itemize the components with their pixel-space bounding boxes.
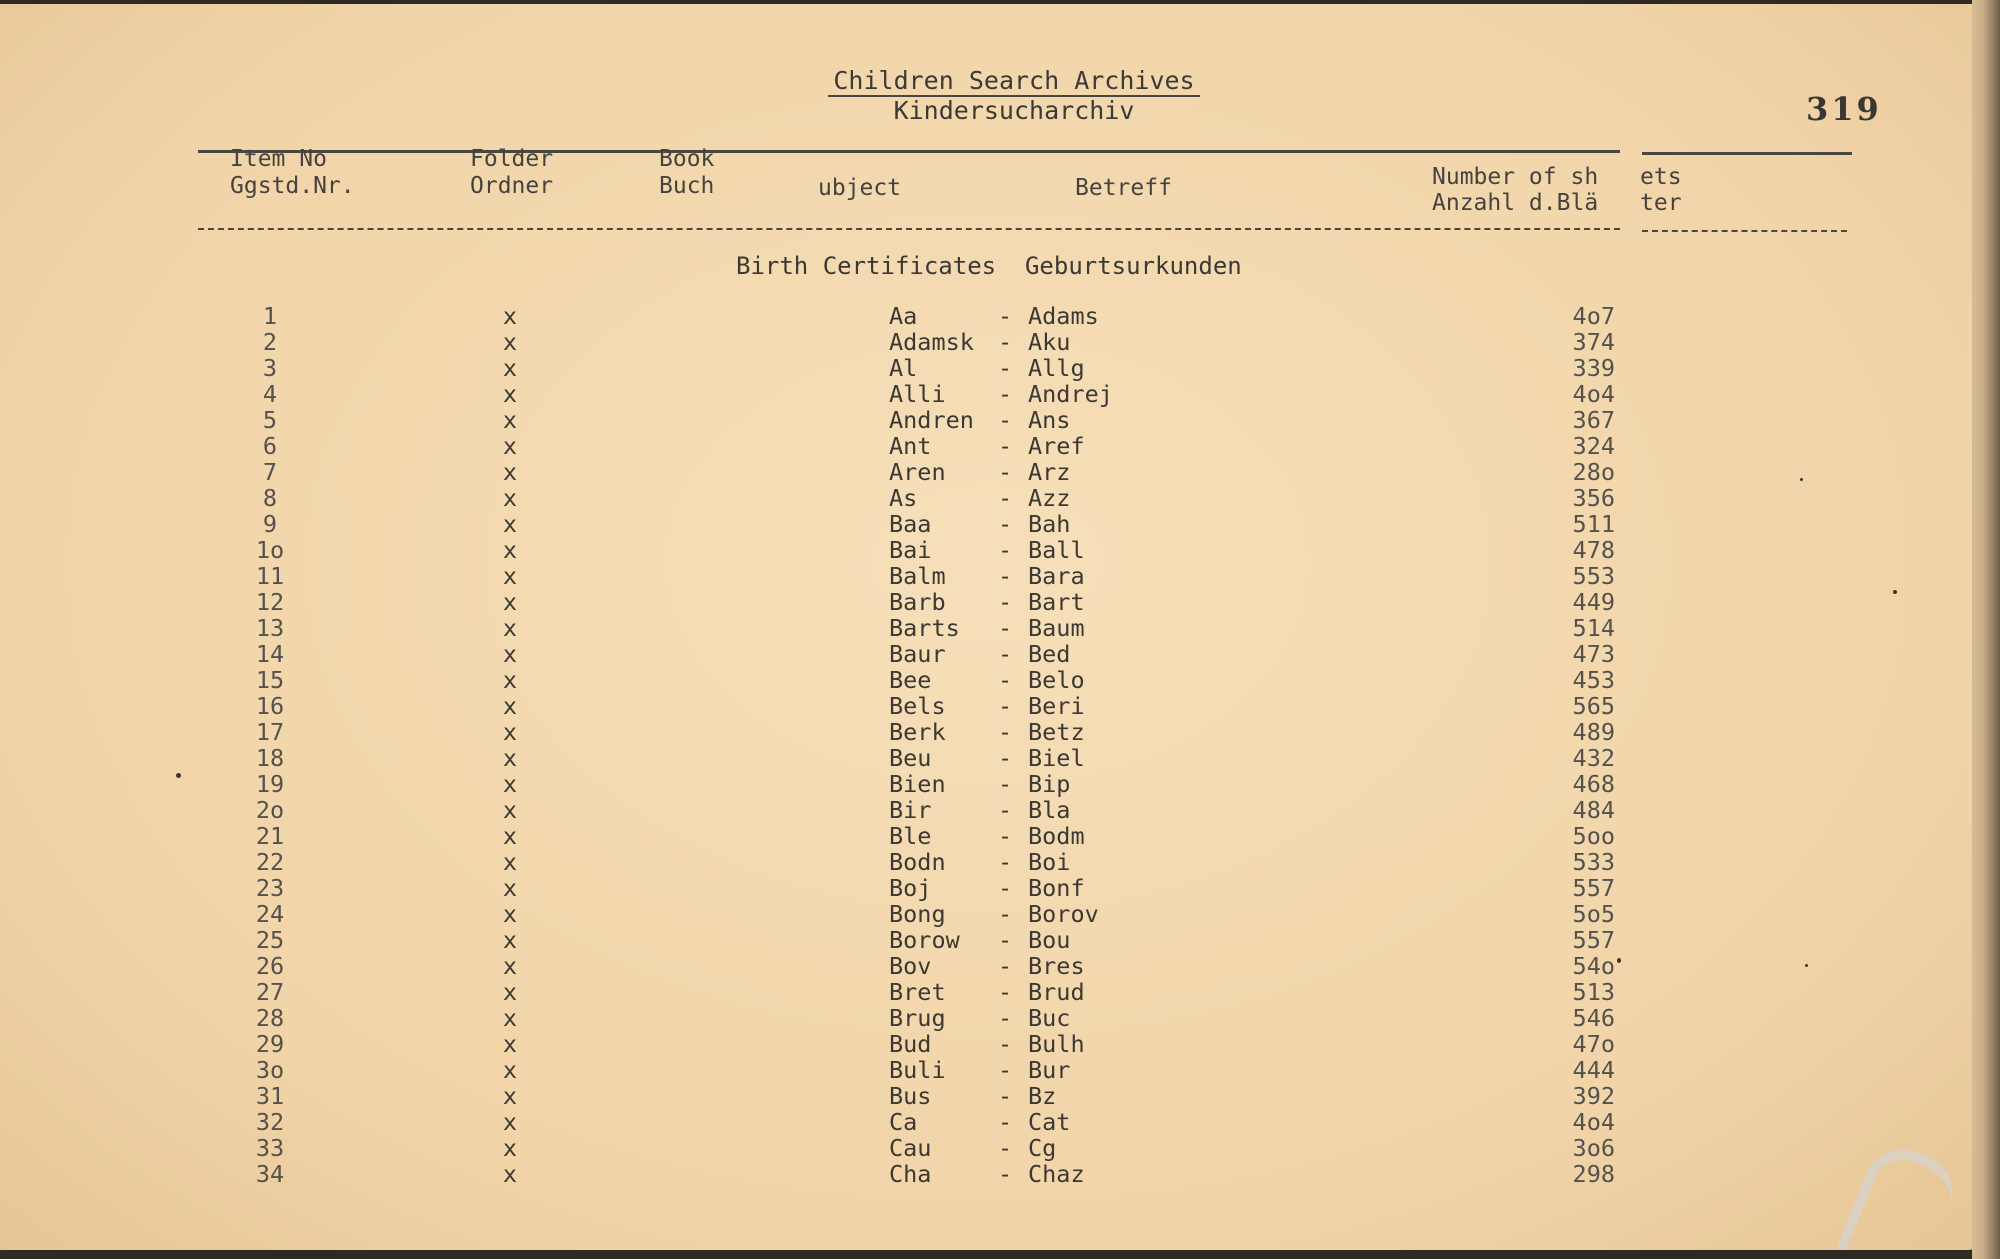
item-number: 3 [262, 354, 278, 382]
paper-speck [1893, 590, 1897, 594]
range-to: Beri [1028, 692, 1085, 720]
range-from: Aren [889, 458, 946, 486]
range-dash: - [998, 458, 1013, 486]
record-table [0, 303, 1975, 1187]
table-row [0, 355, 1975, 381]
item-number: 5 [262, 406, 278, 434]
paper-speck [1800, 478, 1803, 481]
range-from: Baa [889, 510, 932, 538]
range-dash: - [998, 770, 1013, 798]
range-to: Chaz [1028, 1160, 1085, 1188]
sheet-count: 546 [1572, 1004, 1615, 1032]
item-number: 28 [255, 1004, 285, 1032]
range-dash: - [998, 432, 1013, 460]
col-header-item-de: Ggstd.Nr. [230, 173, 355, 199]
table-row [0, 901, 1975, 927]
range-from: Alli [889, 380, 946, 408]
range-to: Azz [1028, 484, 1071, 512]
table-row [0, 1083, 1975, 1109]
range-from: Bels [889, 692, 946, 720]
range-to: Bulh [1028, 1030, 1085, 1058]
range-from: Bai [889, 536, 932, 564]
range-to: Bah [1028, 510, 1071, 538]
range-dash: - [998, 1160, 1013, 1188]
range-from: Bong [889, 900, 946, 928]
folder-mark: x [502, 302, 518, 330]
sheet-count: 478 [1572, 536, 1615, 564]
sheet-count: 5o5 [1572, 900, 1615, 928]
item-number: 3o [255, 1056, 285, 1084]
item-number: 26 [255, 952, 285, 980]
col-header-betreff: Betreff [1075, 175, 1172, 201]
item-number: 22 [255, 848, 285, 876]
col-header-subject: ubject [818, 175, 902, 201]
item-number: 9 [262, 510, 278, 538]
range-dash: - [998, 1056, 1013, 1084]
col-header-sheets-en-a: Number of sh [1432, 164, 1599, 190]
sheet-count: 339 [1572, 354, 1615, 382]
section-title: Birth Certificates Geburtsurkunden [736, 252, 1242, 280]
folder-mark: x [502, 926, 518, 954]
range-from: Brug [889, 1004, 946, 1032]
range-to: Allg [1028, 354, 1085, 382]
table-row [0, 1161, 1975, 1187]
col-header-book-de: Buch [659, 173, 715, 199]
range-to: Belo [1028, 666, 1085, 694]
folder-mark: x [502, 406, 518, 434]
title-english: Children Search Archives [833, 66, 1195, 95]
range-dash: - [998, 692, 1013, 720]
item-number: 12 [255, 588, 285, 616]
range-dash: - [998, 536, 1013, 564]
range-dash: - [998, 640, 1013, 668]
range-dash: - [998, 588, 1013, 616]
col-header-item-en: Item No [230, 146, 327, 172]
table-row [0, 667, 1975, 693]
col-header-folder-de: Ordner [470, 173, 554, 199]
item-number: 14 [255, 640, 285, 668]
table-row [0, 1135, 1975, 1161]
sheet-count: 28o [1572, 458, 1615, 486]
range-to: Biel [1028, 744, 1085, 772]
table-row [0, 511, 1975, 537]
range-dash: - [998, 744, 1013, 772]
range-dash: - [998, 484, 1013, 512]
item-number: 21 [255, 822, 285, 850]
folder-mark: x [502, 562, 518, 590]
table-row [0, 875, 1975, 901]
header-top-rule-right [1642, 152, 1852, 155]
sheet-count: 367 [1572, 406, 1615, 434]
range-dash: - [998, 562, 1013, 590]
range-dash: - [998, 796, 1013, 824]
range-to: Brud [1028, 978, 1085, 1006]
table-row [0, 1109, 1975, 1135]
range-from: Boj [889, 874, 932, 902]
item-number: 1o [255, 536, 285, 564]
table-row [0, 693, 1975, 719]
sheet-count: 453 [1572, 666, 1615, 694]
range-from: Al [889, 354, 918, 382]
table-row [0, 719, 1975, 745]
range-to: Bara [1028, 562, 1085, 590]
range-from: Bee [889, 666, 932, 694]
sheet-count: 473 [1572, 640, 1615, 668]
table-row [0, 563, 1975, 589]
folder-mark: x [502, 718, 518, 746]
folder-mark: x [502, 1004, 518, 1032]
folder-mark: x [502, 432, 518, 460]
folder-mark: x [502, 328, 518, 356]
range-from: Buli [889, 1056, 946, 1084]
table-row [0, 797, 1975, 823]
range-from: Beu [889, 744, 932, 772]
folder-mark: x [502, 848, 518, 876]
range-from: Bov [889, 952, 932, 980]
folder-mark: x [502, 510, 518, 538]
header-bottom-rule [198, 228, 1620, 230]
paper-speck [176, 773, 181, 778]
folder-mark: x [502, 952, 518, 980]
sheet-count: 356 [1572, 484, 1615, 512]
range-to: Bonf [1028, 874, 1085, 902]
table-row [0, 381, 1975, 407]
range-to: Bip [1028, 770, 1071, 798]
folder-mark: x [502, 1056, 518, 1084]
folder-mark: x [502, 588, 518, 616]
table-row [0, 433, 1975, 459]
col-header-sheets-de-a: Anzahl d.Blä [1432, 190, 1599, 216]
range-from: Borow [889, 926, 960, 954]
range-to: Borov [1028, 900, 1099, 928]
range-dash: - [998, 848, 1013, 876]
folder-mark: x [502, 978, 518, 1006]
range-from: Berk [889, 718, 946, 746]
range-dash: - [998, 380, 1013, 408]
range-from: Balm [889, 562, 946, 590]
range-from: Bir [889, 796, 932, 824]
folder-mark: x [502, 744, 518, 772]
sheet-count: 374 [1572, 328, 1615, 356]
folder-mark: x [502, 640, 518, 668]
folder-mark: x [502, 796, 518, 824]
folder-mark: x [502, 380, 518, 408]
range-dash: - [998, 666, 1013, 694]
range-dash: - [998, 302, 1013, 330]
table-row [0, 849, 1975, 875]
range-to: Betz [1028, 718, 1085, 746]
range-from: Bret [889, 978, 946, 1006]
table-row [0, 953, 1975, 979]
range-dash: - [998, 718, 1013, 746]
range-dash: - [998, 510, 1013, 538]
item-number: 2 [262, 328, 278, 356]
title-german: Kindersucharchiv [828, 95, 1200, 125]
sheet-count: 4o4 [1572, 1108, 1615, 1136]
range-from: Cha [889, 1160, 932, 1188]
range-dash: - [998, 952, 1013, 980]
item-number: 32 [255, 1108, 285, 1136]
folder-mark: x [502, 900, 518, 928]
sheet-count: 47o [1572, 1030, 1615, 1058]
item-number: 34 [255, 1160, 285, 1188]
page-top-edge [0, 0, 1975, 4]
folder-mark: x [502, 666, 518, 694]
range-to: Bla [1028, 796, 1071, 824]
sheet-count: 449 [1572, 588, 1615, 616]
range-to: Aku [1028, 328, 1071, 356]
item-number: 27 [255, 978, 285, 1006]
range-to: Ball [1028, 536, 1085, 564]
range-to: Cat [1028, 1108, 1071, 1136]
document-title [828, 67, 1200, 125]
item-number: 1 [262, 302, 278, 330]
range-to: Ans [1028, 406, 1071, 434]
table-row [0, 641, 1975, 667]
folder-mark: x [502, 770, 518, 798]
table-row [0, 485, 1975, 511]
folder-mark: x [502, 458, 518, 486]
sheet-count: 533 [1572, 848, 1615, 876]
item-number: 25 [255, 926, 285, 954]
range-dash: - [998, 1082, 1013, 1110]
range-to: Buc [1028, 1004, 1071, 1032]
range-from: Ant [889, 432, 932, 460]
sheet-count: 444 [1572, 1056, 1615, 1084]
table-row [0, 823, 1975, 849]
col-header-book-en: Book [659, 146, 715, 172]
header-bottom-rule-right [1642, 230, 1847, 232]
page-edge [1972, 0, 2000, 1259]
range-to: Bur [1028, 1056, 1071, 1084]
range-dash: - [998, 328, 1013, 356]
folder-mark: x [502, 1108, 518, 1136]
item-number: 11 [255, 562, 285, 590]
range-dash: - [998, 1108, 1013, 1136]
range-from: Bus [889, 1082, 932, 1110]
range-dash: - [998, 874, 1013, 902]
sheet-count: 565 [1572, 692, 1615, 720]
table-row [0, 303, 1975, 329]
table-row [0, 329, 1975, 355]
sheet-count: 511 [1572, 510, 1615, 538]
range-from: Cau [889, 1134, 932, 1162]
folder-mark: x [502, 692, 518, 720]
item-number: 7 [262, 458, 278, 486]
range-dash: - [998, 1030, 1013, 1058]
range-to: Bz [1028, 1082, 1057, 1110]
folder-mark: x [502, 874, 518, 902]
sheet-count: 513 [1572, 978, 1615, 1006]
range-to: Cg [1028, 1134, 1057, 1162]
folder-mark: x [502, 536, 518, 564]
page-number: 319 [1806, 90, 1882, 128]
range-from: Bien [889, 770, 946, 798]
paper-speck [1805, 964, 1808, 967]
range-from: Aa [889, 302, 918, 330]
item-number: 33 [255, 1134, 285, 1162]
sheet-count: 553 [1572, 562, 1615, 590]
range-to: Andrej [1028, 380, 1113, 408]
sheet-count: 489 [1572, 718, 1615, 746]
range-to: Bed [1028, 640, 1071, 668]
range-to: Aref [1028, 432, 1085, 460]
sheet-count: 298 [1572, 1160, 1615, 1188]
sheet-count: 468 [1572, 770, 1615, 798]
sheet-count: 557 [1572, 874, 1615, 902]
folder-mark: x [502, 1030, 518, 1058]
sheet-count: 324 [1572, 432, 1615, 460]
range-to: Adams [1028, 302, 1099, 330]
table-row [0, 979, 1975, 1005]
folder-mark: x [502, 1082, 518, 1110]
range-to: Boi [1028, 848, 1071, 876]
range-from: Bodn [889, 848, 946, 876]
range-to: Bou [1028, 926, 1071, 954]
sheet-count: 432 [1572, 744, 1615, 772]
item-number: 4 [262, 380, 278, 408]
range-dash: - [998, 406, 1013, 434]
range-from: Barts [889, 614, 960, 642]
table-row [0, 745, 1975, 771]
sheet-count: 557 [1572, 926, 1615, 954]
table-row [0, 1057, 1975, 1083]
range-from: Bud [889, 1030, 932, 1058]
table-row [0, 589, 1975, 615]
header-top-rule [198, 150, 1620, 153]
sheet-count: 4o4 [1572, 380, 1615, 408]
item-number: 19 [255, 770, 285, 798]
range-dash: - [998, 354, 1013, 382]
sheet-count: 392 [1572, 1082, 1615, 1110]
item-number: 17 [255, 718, 285, 746]
sheet-count: 514 [1572, 614, 1615, 642]
sheet-count: 3o6 [1572, 1134, 1615, 1162]
table-row [0, 927, 1975, 953]
range-from: Adamsk [889, 328, 974, 356]
range-to: Bodm [1028, 822, 1085, 850]
range-from: Baur [889, 640, 946, 668]
range-dash: - [998, 822, 1013, 850]
item-number: 18 [255, 744, 285, 772]
table-row [0, 537, 1975, 563]
item-number: 6 [262, 432, 278, 460]
item-number: 24 [255, 900, 285, 928]
range-dash: - [998, 614, 1013, 642]
sheet-count: 5oo [1572, 822, 1615, 850]
table-row [0, 407, 1975, 433]
sheet-count: 4o7 [1572, 302, 1615, 330]
item-number: 15 [255, 666, 285, 694]
table-row [0, 459, 1975, 485]
item-number: 16 [255, 692, 285, 720]
item-number: 13 [255, 614, 285, 642]
range-to: Arz [1028, 458, 1071, 486]
col-header-folder-en: Folder [470, 146, 554, 172]
item-number: 2o [255, 796, 285, 824]
range-to: Bres [1028, 952, 1085, 980]
sheet-count: 484 [1572, 796, 1615, 824]
folder-mark: x [502, 822, 518, 850]
paper-speck [1617, 958, 1621, 963]
range-from: Ble [889, 822, 932, 850]
range-dash: - [998, 926, 1013, 954]
range-dash: - [998, 1134, 1013, 1162]
range-from: Andren [889, 406, 974, 434]
range-dash: - [998, 900, 1013, 928]
range-from: Ca [889, 1108, 918, 1136]
folder-mark: x [502, 1160, 518, 1188]
range-from: Barb [889, 588, 946, 616]
item-number: 31 [255, 1082, 285, 1110]
sheet-count: 54o [1572, 952, 1615, 980]
item-number: 8 [262, 484, 278, 512]
item-number: 23 [255, 874, 285, 902]
table-row [0, 771, 1975, 797]
col-header-sheets-de-b: ter [1640, 190, 1682, 216]
table-row [0, 615, 1975, 641]
table-row [0, 1005, 1975, 1031]
col-header-sheets-en-b: ets [1640, 164, 1682, 190]
folder-mark: x [502, 484, 518, 512]
folder-mark: x [502, 354, 518, 382]
folder-mark: x [502, 614, 518, 642]
table-row [0, 1031, 1975, 1057]
range-from: As [889, 484, 918, 512]
range-to: Baum [1028, 614, 1085, 642]
folder-mark: x [502, 1134, 518, 1162]
range-dash: - [998, 978, 1013, 1006]
range-to: Bart [1028, 588, 1085, 616]
item-number: 29 [255, 1030, 285, 1058]
range-dash: - [998, 1004, 1013, 1032]
